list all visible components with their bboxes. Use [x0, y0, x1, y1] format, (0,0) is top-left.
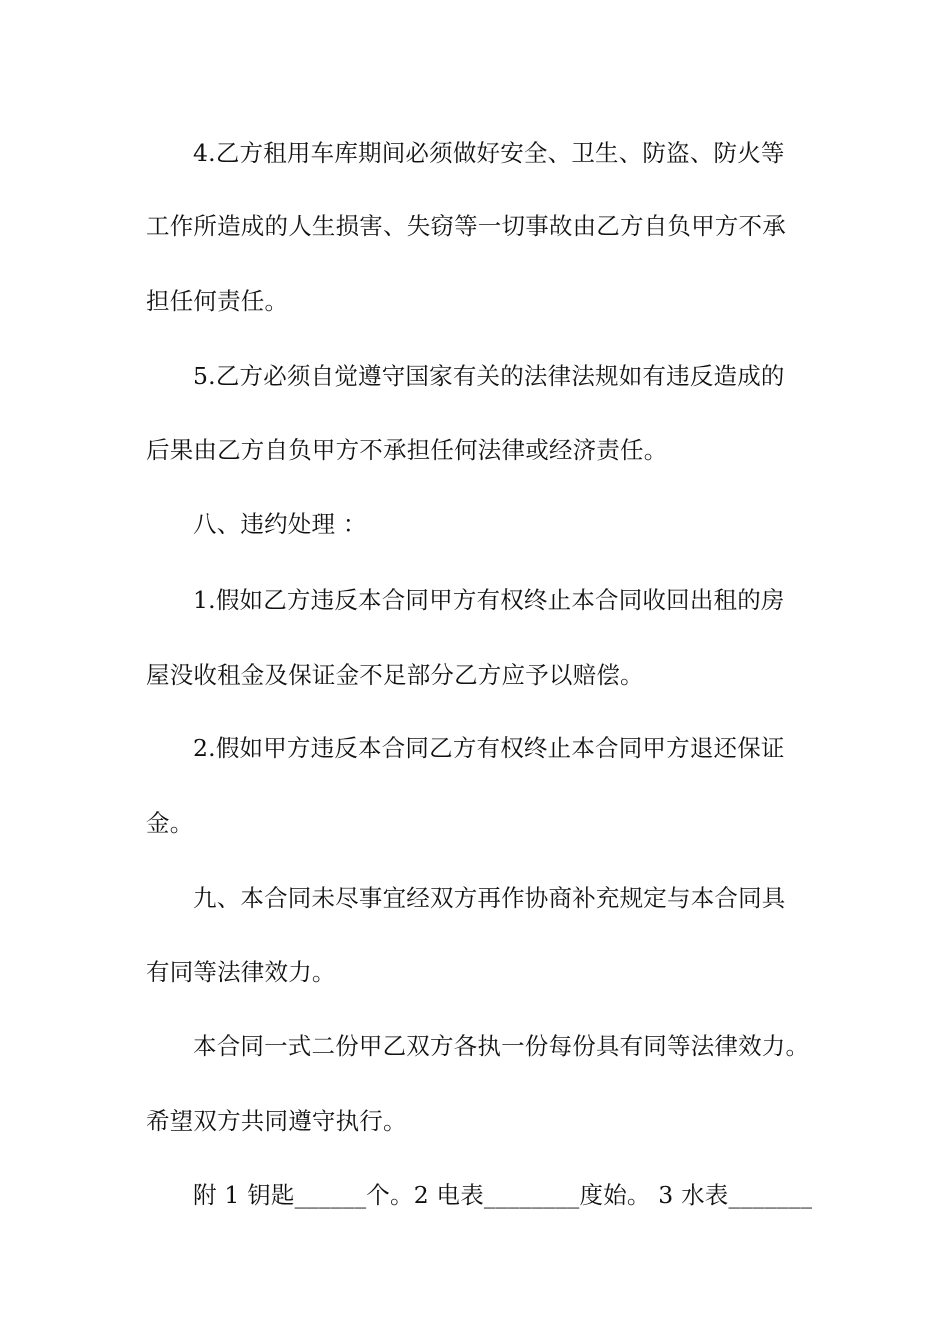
attachment-line: 附 1 钥匙______个。2 电表________度始。 3 水表_______	[193, 1181, 813, 1209]
copies-line-2: 希望双方共同遵守执行。	[146, 1107, 407, 1135]
section-9-line-1: 九、本合同未尽事宜经双方再作协商补充规定与本合同具	[193, 884, 786, 912]
breach-2-line-1: 2.假如甲方违反本合同乙方有权终止本合同甲方退还保证	[193, 734, 785, 762]
clause-5-line-1: 5.乙方必须自觉遵守国家有关的法律法规如有违反造成的	[193, 362, 785, 390]
clause-4-line-1: 4.乙方租用车库期间必须做好安全、卫生、防盗、防火等	[193, 139, 785, 167]
clause-4-line-2: 工作所造成的人生损害、失窃等一切事故由乙方自负甲方不承	[146, 212, 786, 240]
breach-2-line-2: 金。	[146, 809, 194, 837]
clause-5-line-2: 后果由乙方自负甲方不承担任何法律或经济责任。	[146, 436, 668, 464]
clause-4-line-3: 担任何责任。	[146, 287, 289, 315]
breach-1-line-2: 屋没收租金及保证金不足部分乙方应予以赔偿。	[146, 661, 644, 689]
section-8-heading: 八、违约处理 ：	[193, 510, 367, 538]
copies-line-1: 本合同一式二份甲乙双方各执一份每份具有同等法律效力。	[193, 1032, 810, 1060]
breach-1-line-1: 1.假如乙方违反本合同甲方有权终止本合同收回出租的房	[193, 586, 785, 614]
section-9-line-2: 有同等法律效力。	[146, 958, 336, 986]
